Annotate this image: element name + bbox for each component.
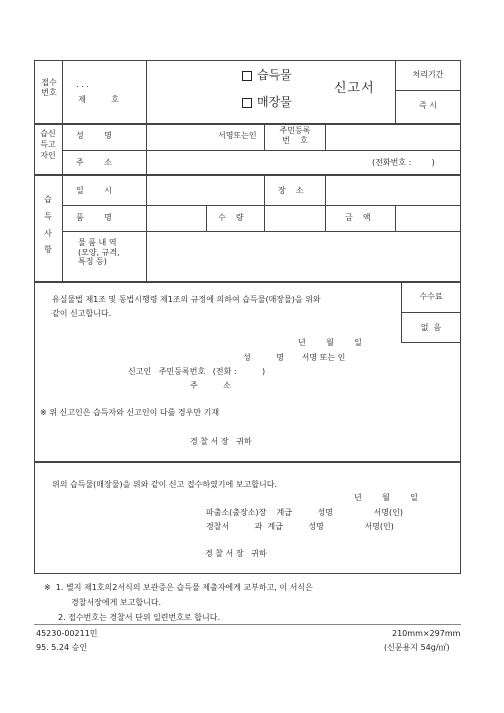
- reporter-section-label: 습신 득고 자인: [40, 129, 56, 160]
- signature-label: 서명또는인: [218, 131, 257, 140]
- declaration-reporter-line: 신고인 주민등록번호 (전화 : ): [128, 367, 266, 376]
- declaration-signature-line: 성 명 서명 또는 인: [243, 353, 346, 362]
- item-name-label: 품 명: [76, 213, 112, 222]
- phone-label: (전화번호 : ): [372, 158, 435, 167]
- declaration-address-line: 주 소: [190, 381, 231, 390]
- address-label: 주 소: [76, 158, 112, 167]
- fee-label: 수수료: [419, 292, 443, 301]
- declaration-addressee: 경 찰 서 장 귀하: [190, 437, 252, 446]
- approval-date: 95. 5.24 승인: [36, 643, 88, 652]
- resident-id-label: 주민등록 번 호: [279, 126, 311, 145]
- report-line-substation: 파출소(출장소)장 계급 성명 서명(인): [206, 508, 403, 517]
- paper-type: (신문용지 54g/㎡): [384, 643, 450, 652]
- processing-period-value: 즉 시: [419, 101, 437, 110]
- form-title: 신고서: [334, 81, 375, 96]
- name-label: 성 명: [76, 131, 112, 140]
- declaration-text-line2: 같이 신고합니다.: [52, 309, 112, 318]
- declaration-date-line: 년 월 일: [298, 338, 362, 347]
- buried-item-checkbox[interactable]: [242, 98, 252, 108]
- declaration-note: ※ 위 신고인은 습득자와 신고인이 다를 경우만 기재: [40, 408, 220, 417]
- receipt-number: 제 호: [78, 95, 119, 104]
- processing-period-label: 처리기간: [412, 70, 444, 79]
- footer-note-2: 2. 접수번호는 경찰서 단위 일련번호로 합니다.: [58, 613, 220, 622]
- buried-item-label: 매장물: [257, 95, 292, 109]
- paper-size: 210mm×297mm: [392, 629, 461, 638]
- option-found-item[interactable]: [242, 68, 292, 82]
- footer-note-1b: 경찰서장에게 보고합니다.: [71, 598, 162, 607]
- found-item-label: 습득물: [257, 68, 292, 82]
- fee-value: 없 음: [420, 323, 442, 332]
- declaration-text-line1: 유실물법 제1조 및 동법시행령 제1조의 규정에 의하여 습득물(매장물)을 위와: [52, 295, 321, 304]
- receipt-label: 접수 번호: [41, 78, 57, 97]
- item-section-label: 습 득 사 항: [44, 195, 52, 255]
- quantity-label: 수 량: [218, 213, 244, 222]
- report-addressee: 경 찰 서 장 귀하: [205, 549, 267, 558]
- report-date-line: 년 월 일: [354, 493, 418, 502]
- form-code: 45230-00211민: [36, 629, 98, 638]
- report-text: 위의 습득물(매장물)을 위와 같이 신고 접수하였기에 보고합니다.: [52, 480, 277, 489]
- place-label: 장 소: [278, 186, 304, 195]
- option-buried-item[interactable]: [242, 95, 292, 109]
- footer-note-1: ※ 1. 별지 제1호의2서식의 보관증은 습득물 제출자에게 교부하고, 이 서식은: [44, 583, 313, 592]
- receipt-date: . . .: [76, 80, 89, 89]
- report-line-station: 경찰서 과 계급 성명 서명(인): [206, 522, 394, 531]
- date-time-label: 일 시: [76, 186, 112, 195]
- amount-label: 금 액: [345, 213, 371, 222]
- found-item-checkbox[interactable]: [242, 71, 252, 81]
- item-details-label: 물 품 내 역 (모양, 규격, 특징 등): [78, 238, 120, 267]
